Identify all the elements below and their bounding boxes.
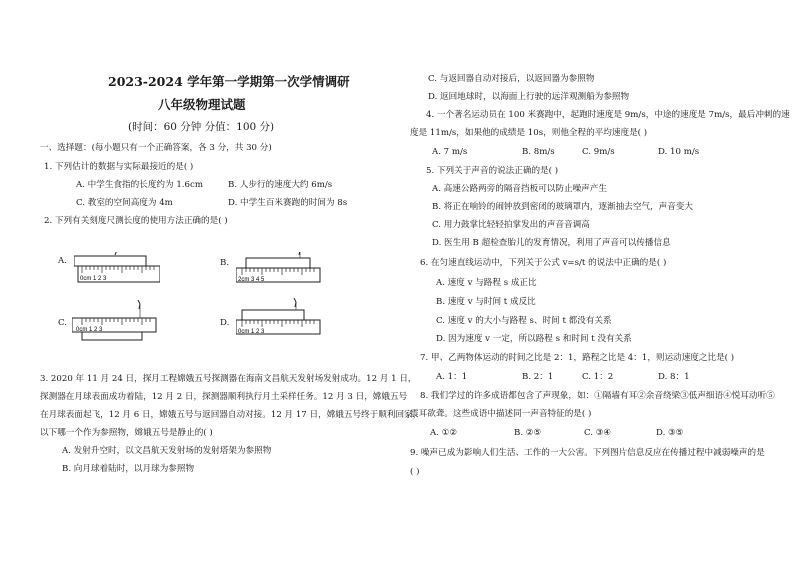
question-2-option-a: A.: [58, 256, 67, 266]
question-1-option-d: D. 中学生百米赛跑的时间为 8s: [228, 198, 348, 208]
question-9-line-2: ( ): [410, 467, 420, 477]
question-7-stem: 7. 甲、乙两物体运动的时间之比是 2：1，路程之比是 4：1，则运动速度之比是( ): [420, 353, 735, 363]
question-4-option-d: D. 10 m/s: [658, 147, 700, 157]
question-3-option-b: B. 向月球着陆时，以月球为参照物: [62, 464, 195, 474]
question-2-option-c: C.: [58, 318, 68, 328]
exam-title: 2023-2024 学年第一学期第一次学情调研: [108, 74, 350, 89]
question-7-option-c: C. 1：2: [582, 372, 614, 382]
exam-meta: (时间：60 分钟 分值：100 分): [128, 121, 275, 133]
ruler-figure-a: [74, 252, 160, 282]
question-3-option-a: A. 发射升空时，以文昌航天发射场的发射塔架为参照物: [62, 446, 272, 456]
question-3-line-1: 3. 2020 年 11 月 24 日，探月工程嫦娥五号探测器在海南文昌航天发射场发射成功。12 月 1 日，: [40, 374, 417, 384]
question-3-line-3: 在月球表面起飞，12 月 6 日，嫦娥五号与返回器自动对接。12 月 17 日，嫦娥五号终于顺利回家，: [40, 410, 422, 420]
ruler-figure-b: [236, 252, 322, 283]
question-9-line-1: 9. 噪声已成为影响人们生活、工作的一大公害。下列图片信息反应在传播过程中减弱噪声的是: [410, 448, 765, 458]
question-3-option-c: C. 与返回器自动对接后，以返回器为参照物: [428, 74, 595, 84]
question-3-option-d: D. 返回地球时，以海面上行驶的远洋观测船为参照物: [428, 92, 630, 102]
question-6-option-a: A. 速度 v 与路程 s 成正比: [436, 278, 537, 288]
question-6-option-c: C. 速度 v 的大小与路程 s、时间 t 都没有关系: [436, 316, 612, 326]
question-3-line-2: 探测器在月球表面成功着陆，12 月 2 日，探测器顺利执行月土采样任务。12 月 3 日，嫦娥五号: [40, 392, 408, 402]
question-7-option-b: B. 2：1: [522, 372, 554, 382]
ruler-b-scale: 2cm 3 4 5: [238, 277, 265, 283]
question-6-stem: 6. 在匀速直线运动中，下列关于公式 v=s/t 的说法中正确的是( ): [420, 258, 667, 268]
question-2-option-b: B.: [220, 258, 230, 268]
question-2-option-d: D.: [220, 318, 230, 328]
question-8-option-c: C. ③④: [584, 428, 612, 438]
question-8-option-d: D. ③⑤: [656, 428, 684, 438]
ruler-figure-d: [236, 298, 322, 335]
question-8-option-a: A. ①②: [430, 428, 458, 438]
question-8-line-1: 8. 我们学过的许多成语都包含了声现象，如：①隔墙有耳②余音绕梁③低声细语④悦耳动听⑤: [420, 391, 775, 401]
ruler-d-scale: 0cm 1 2 3: [238, 329, 265, 335]
question-5-option-c: C. 用力鼓掌比轻轻拍掌发出的声音音调高: [432, 220, 590, 230]
question-8-option-b: B. ②⑤: [514, 428, 542, 438]
question-7-option-d: D. 8：1: [658, 372, 690, 382]
ruler-figure-c: [72, 300, 158, 333]
question-5-option-a: A. 高速公路两旁的隔音挡板可以防止噪声产生: [432, 184, 607, 194]
question-1-option-a: A. 中学生食指的长度约为 1.6cm: [76, 180, 203, 190]
question-4-option-a: A. 7 m/s: [432, 147, 468, 157]
section-heading: 一、选择题：(每小题只有一个正确答案，各 3 分，共 30 分): [40, 143, 272, 153]
question-8-line-2: 震耳欲聋。这些成语中描述同一声音特征的是( ): [410, 409, 592, 419]
question-4-line-1: 4. 一个著名运动员在 100 米赛跑中，起跑时速度是 9m/s，中途的速度是 7m/s，最后冲刺的速: [426, 110, 790, 120]
ruler-a-scale: 0cm 1 2 3: [80, 276, 107, 282]
question-5-option-b: B. 将正在响铃的闹钟放到密闭的玻璃罩内，逐渐抽去空气，声音变大: [432, 202, 693, 212]
question-7-option-a: A. 1：1: [436, 372, 468, 382]
question-1-stem: 1. 下列估计的数据与实际最接近的是( ): [44, 162, 194, 172]
question-4-line-2: 度是 11m/s，如果他的成绩是 10s，则他全程的平均速度是( ): [410, 128, 648, 138]
question-1-option-c: C. 教室的空间高度为 4m: [76, 198, 173, 208]
question-4-option-b: B. 8m/s: [522, 147, 555, 157]
question-6-option-d: D. 因为速度 v 一定，所以路程 s 和时间 t 没有关系: [436, 334, 632, 344]
question-3-line-4: 以下哪一个作为参照物，嫦娥五号是静止的( ): [40, 428, 213, 438]
question-5-stem: 5. 下列关于声音的说法正确的是( ): [426, 166, 559, 176]
question-6-option-b: B. 速度 v 与时间 t 成反比: [436, 297, 536, 307]
question-1-option-b: B. 人步行的速度大约 6m/s: [228, 180, 333, 190]
exam-subtitle: 八年级物理试题: [158, 97, 246, 112]
eye-icon: [114, 252, 117, 255]
question-2-stem: 2. 下列有关刻度尺测长度的使用方法正确的是( ): [44, 216, 228, 226]
question-5-option-d: D. 医生用 B 超检查胎儿的发育情况，利用了声音可以传播信息: [432, 238, 671, 248]
ruler-c-scale: 0cm 1 2 3: [76, 327, 103, 333]
question-4-option-c: C. 9m/s: [582, 147, 615, 157]
